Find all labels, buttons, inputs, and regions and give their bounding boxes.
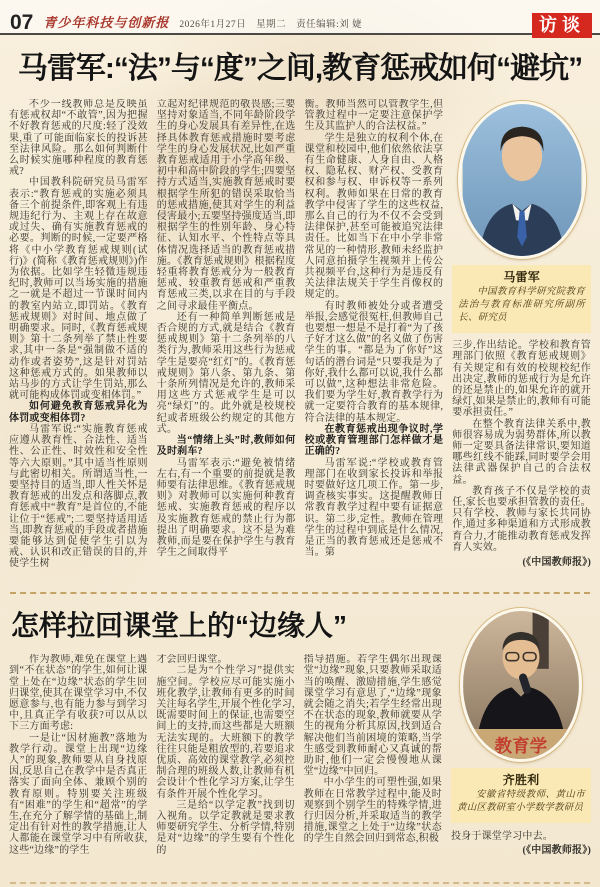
- newspaper-masthead: 青少年科技与创新报: [43, 15, 170, 31]
- article2-columns: [9, 654, 442, 882]
- paragraph: 马雷军说:“实施教育惩戒应遵从教育性、合法性、适当性、公正性、时效性和安全性等六大原则。”其中适当性原则与此密切相关。所谓适当性,一要坚持目的适当,即人性关怀是教育惩戒的出发点和落脚点,教育惩戒中“教育”是首位的,不能让位于“惩戒”;二要坚持适用适当,即教育惩戒的手段或者措施要能够达到促使学生引以为戒、认识和改正错误的目的,并使学生树: [9, 423, 148, 570]
- article1-title: 马雷军:“法”与“度”之间,教育惩戒如何“避坑”: [17, 52, 583, 85]
- paragraph: 教育孩子不仅是学校的责任,家长也要承担管教的责任。只有学校、教师与家长共同协作,通过多种渠道和方式形成教育合力,才能推动教育惩戒发挥育人实效。: [452, 485, 591, 553]
- caption-description: 中国教育科学研究院教育法治与教育标准研究所副所长、研究员: [458, 287, 585, 324]
- header-editor: 责任编辑:刘 婕: [296, 20, 363, 30]
- paragraph: 中小学生的可塑性强,如果教师在日常教学过程中,能及时观察到个别学生的特殊学情,进行归因分析,并采取适当的教学措施,课堂之上处于“边缘”状态的学生自然会回归到常态,积极: [303, 777, 442, 845]
- article1-columns: [0, 99, 600, 586]
- paragraph: 中国教科院研究员马雷军表示:“教育惩戒的实施必须具备三个前提条件,即客观上有违规违纪行为、主观上存在故意或过失、确有实施教育惩戒的必要。判断的时候,一定要严格将《中小学教育惩戒规则(试行)》(简称《教育惩戒规则》)作为依据。比如学生轻微违规违纪时,教师可以当场实施的措施之一就是不超过一节课时间内的教室内站立,即罚站。《教育惩戒规则》对时间、地点做了明确要求。同时,《教育惩戒规则》第十二条列举了禁止性要求,其中一条是“强制做不适的动作或者姿势”,这是针对罚站这种惩戒方式的。如果教师以站马步的方式让学生罚站,那么就可能构成体罚或变相体罚。”: [9, 177, 148, 402]
- photo-caption-box: [452, 265, 591, 333]
- podium-calligraphy-text: 教育学: [494, 737, 548, 757]
- article2-body: [9, 600, 442, 882]
- paragraph: 衡。教师当然可以管教学生,但管教过程中一定要注意保护学生及其监护人的合法权益。”: [304, 99, 444, 133]
- paragraph: 有时教师被处分或者遭受举报,会感觉很冤枉,但教师自己也要想一想是不是打着“为了孩子好才这么做”的名义做了伤害学生的事。“都是为了你好”这句话的潜台词是“只要我是为了你好,我什么都可以说,我什么都可以做”,这种想法非常危险。我们要为学生好,教育教学行为就一定要符合教育的基本规律,符合法律的基本规定。: [304, 300, 444, 424]
- header-weekday: 星期二: [256, 20, 287, 30]
- caption-name: 齐胜利: [502, 773, 540, 787]
- paragraph: 立起对纪律规范的敬畏感;三要坚持对象适当,不同年龄阶段学生的身心发展具有差异性,在选择具体教育惩戒措施时要考虑学生的身心发展状况,比如严重教育惩戒适用于小学高年级、初中和高中阶段的学生;四要坚持方式适当,实施教育惩戒时要根据学生所犯的错误采取恰当的惩戒措施,使其对学生的利益侵害最小;五要坚持强度适当,即根据学生的性别年龄、身心特征、认知水平、个性特点等具体情况选择适当的教育惩戒措施。《教育惩戒规则》根据程度轻重将教育惩戒分为一般教育惩戒、较重教育惩戒和严重教育惩戒三类,以求在目的与手段之间寻求最佳平衡点。: [156, 99, 296, 312]
- interview-question: 当“情绪上头”时,教师如何及时刹车?: [156, 435, 296, 458]
- page-number: 07: [10, 11, 34, 34]
- interview-question: 如何避免教育惩戒异化为体罚或变相体罚?: [9, 401, 148, 424]
- source-attribution: (《中国教师报》): [522, 557, 591, 569]
- portrait-man-microphone: [463, 611, 579, 759]
- paragraph: 二是为“个性学习”提供实施空间。学校应尽可能实施小班化教学,让教师有更多的时间关注每名学生,开展个性化学习,既需要时间上的保证,也需要空间上的支持,而这些都是大班额无法实现的。大班额下的教学往往只能是粗放型的,若要追求优质、高效的课堂教学,必须控制合理的班级人数,让教师有机会设计个性化学习方案,让学生有条件开展个性化学习。: [156, 665, 295, 800]
- header-date: 2026年1月27日: [179, 20, 247, 30]
- paragraph: 马雷军表示:“避免被情绪左右,有一个重要的前提就是教师要有法律思维。《教育惩戒规则》对教师可以实施何种教育惩戒、实施教育惩戒的程序以及实施教育惩戒的禁止行为都提出了明确要求。这不是为难教师,而是要在保护学生与教育学生之间取得平: [156, 457, 296, 559]
- paragraph: 三是给“以学定教”找到切入视角。以学定教就是要求教师要研究学生、分析学情,特别是对“边缘”的学生要有个性化的: [156, 799, 295, 856]
- paragraph: 在整个教育法律关系中,教师很容易成为弱势群体,所以教师一定要具备法律常识,要知道哪些红线不能踩,同时要学会用法律武器保护自己的合法权益。: [452, 418, 591, 486]
- paragraph: 三步,作出结论。学校和教育管理部门依照《教育惩戒规则》有关规定和有效的校规校纪作出决定,教师的惩戒行为是允许的还是禁止的,如果允许的就开绿灯,如果是禁止的,教师有可能要承担责任。”: [452, 340, 591, 419]
- paragraph: 投身于课堂学习中去。: [451, 831, 553, 843]
- paragraph: 指导措施。若学生偶尔出现课堂“边缘”现象,只要教师采取适当的唤醒、激励措施,学生感觉课堂学习有意思了,“边缘”现象就会随之消失;若学生经常出现不在状态的现象,教师就要从学生的视角分析其原因,找到适合解决他们当前困境的策略,当学生感受到教师耐心又真诚的帮助时,他们一定会慢慢地从课堂“边缘”中回归。: [303, 654, 442, 778]
- paragraph: 才会回归课堂。: [156, 654, 228, 666]
- article2-column-3: [304, 654, 442, 882]
- article1-column-3: [305, 99, 444, 586]
- page-header: [0, 0, 600, 35]
- portrait-man-suit: [461, 104, 583, 256]
- article2-column-1: [9, 654, 147, 882]
- qi-shengli-portrait-photo: [460, 608, 582, 762]
- paragraph: 一是让“因材施教”落地为教学行动。课堂上出现“边缘人”的现象,教师要从自身找原因,反思自己在教学中是否真正落实了面向全体、兼顾个别的教育原则。特别要关注班级有“困难”的学生和“超常”的学生,在充分了解学情的基础上,制定出有针对性的教学措施,让人人都能在课堂学习中有所收获,这些“边缘”的学生: [9, 732, 148, 856]
- caption-description: 安徽省特级教师、黄山市黄山区教研室小学数学教研员: [457, 790, 585, 814]
- article2-column-4: [451, 600, 591, 882]
- section-tag: 访谈: [532, 13, 592, 38]
- article2-title: 怎样拉回课堂上的“边缘人”: [11, 610, 348, 641]
- article2-column-2: [156, 654, 294, 882]
- paragraph: 还有一种简单判断惩戒是否合规的方式,就是结合《教育惩戒规则》第十二条列举的八类行为,教师采用这些行为惩戒学生是要亮“红灯”的。《教育惩戒规则》第八条、第九条、第十条所列情况是允许的,教师采用这些方式惩戒学生是可以亮“绿灯”的。此外就是校规校纪或者班级公约规定的其他方式。: [156, 311, 296, 435]
- source-attribution: (《中国教师报》): [522, 845, 591, 857]
- caption-name: 马雷军: [503, 270, 540, 284]
- paragraph: 不少一线教师总是反映虽有惩戒权却“不敢管”,因为把握不好教育惩戒的尺度:轻了没效果,重了可能面临家长的投诉甚至法律风险。那么如何判断什么时候实施哪种程度的教育惩戒?: [9, 99, 148, 178]
- paragraph: 马雷军说:“学校或教育管理部门在收到家长投诉和举报时要做好这几项工作。第一步,调查核实事实。这提醒教师日常教育教学过程中要有证据意识。第二步,定性。教师在管理学生的过程中到底是什么情况,是正当的教育惩戒还是惩戒不当。第: [304, 457, 444, 559]
- article1-column-1: [9, 99, 148, 586]
- photo-caption-box: [451, 768, 591, 823]
- paragraph: 学生是独立的权利个体,在课堂和校园中,他们依然依法享有生命健康、人身自由、人格权、隐私权、财产权、受教育权和参与权、申诉权等一系列权利。教师如果在日常的教育教学中侵害了学生的这些权益,那么自己的行为不仅不会受到法律保护,甚至可能被追究法律责任。比如当下在中小学非常常见的一种情形,教师未经监护人同意拍摄学生视频并上传公共视频平台,这种行为是违反有关法律法规关于学生肖像权的规定的。: [304, 132, 444, 301]
- article-secondary: [0, 598, 600, 882]
- article1-column-2: [157, 99, 296, 586]
- article-separator: [10, 592, 590, 594]
- page-bottom-rule: [10, 882, 590, 884]
- interview-question: 在教育惩戒出现争议时,学校或教育管理部门怎样做才是正确的?: [304, 423, 444, 458]
- article1-column-4: [452, 99, 591, 586]
- ma-leijun-portrait-photo: [458, 101, 586, 259]
- article-main: [0, 51, 600, 586]
- paragraph: 作为教师,难免在课堂上遇到“不在状态”的学生,如何让课堂上处在“边缘”状态的学生回归课堂,使其在课堂学习中,不仅愿意参与,也有能力参与到学习中,且真正学有收获?可以从以下三方面考虑:: [9, 654, 148, 733]
